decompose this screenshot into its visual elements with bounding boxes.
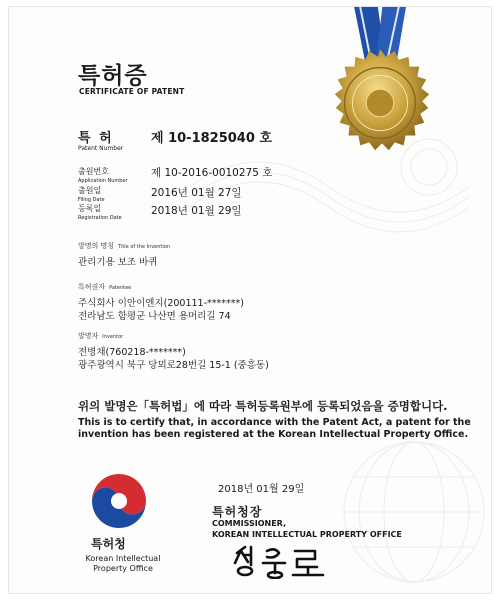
inventor-address: 광주광역시 북구 당뫼로28번길 15-1 (중흥동) [78, 360, 269, 371]
signature-icon [231, 543, 331, 579]
gold-seal-icon [321, 47, 439, 165]
invention-title: 관리기용 보조 바퀴 [78, 257, 158, 268]
filing-date-label: 출원일 Filing Date [78, 186, 105, 203]
registration-date-value: 2018년 01월 29일 [151, 205, 242, 217]
patentee-label: 특허권자 Patentee [78, 283, 132, 291]
inventor-name: 전병채(760218-*******) [78, 347, 186, 358]
application-number-label: 출원번호 Application Number [78, 167, 128, 184]
registration-date-label: 등록일 Registration Date [78, 204, 122, 221]
certificate-title: 특허증 [78, 63, 148, 89]
patent-number-label-en: Patent Number [78, 145, 124, 152]
certificate-page [8, 6, 492, 594]
kipo-emblem-icon [89, 471, 149, 531]
patentee-name: 주식회사 이안이엔지(200111-*******) [78, 298, 244, 309]
office-name: 특허청 [91, 537, 126, 551]
certification-statement-en: This is to certify that, in accordance with the Patent Act, a patent for the invention has been registered at the Korean Intellectual Property Office. [78, 417, 471, 440]
invention-label: 발명의 명칭 Title of the Invention [78, 242, 170, 250]
certification-statement-ko: 위의 발명은「특허법」에 따라 특허등록원부에 등록되었음을 증명합니다. [78, 399, 448, 413]
inventor-label: 발명자 Inventor [78, 332, 124, 340]
office-name-en: Korean Intellectual Property Office [85, 554, 161, 573]
watermark-globe [319, 427, 489, 592]
application-number-value: 제 10-2016-0010275 호 [151, 167, 273, 179]
patent-number-value: 제 10-1825040 호 [151, 131, 272, 146]
patentee-address: 전라남도 함평군 나산면 용머리길 74 [78, 311, 231, 322]
commissioner-title-en: COMMISSIONER, KOREAN INTELLECTUAL PROPERTY OFFICE [212, 519, 402, 539]
commissioner-title: 특허청장 [212, 505, 263, 519]
filing-date-value: 2016년 01월 27일 [151, 187, 242, 199]
patent-number-label: 특 허 [78, 131, 114, 146]
issue-date: 2018년 01월 29일 [218, 484, 305, 495]
certificate-title-en: CERTIFICATE OF PATENT [79, 87, 185, 96]
